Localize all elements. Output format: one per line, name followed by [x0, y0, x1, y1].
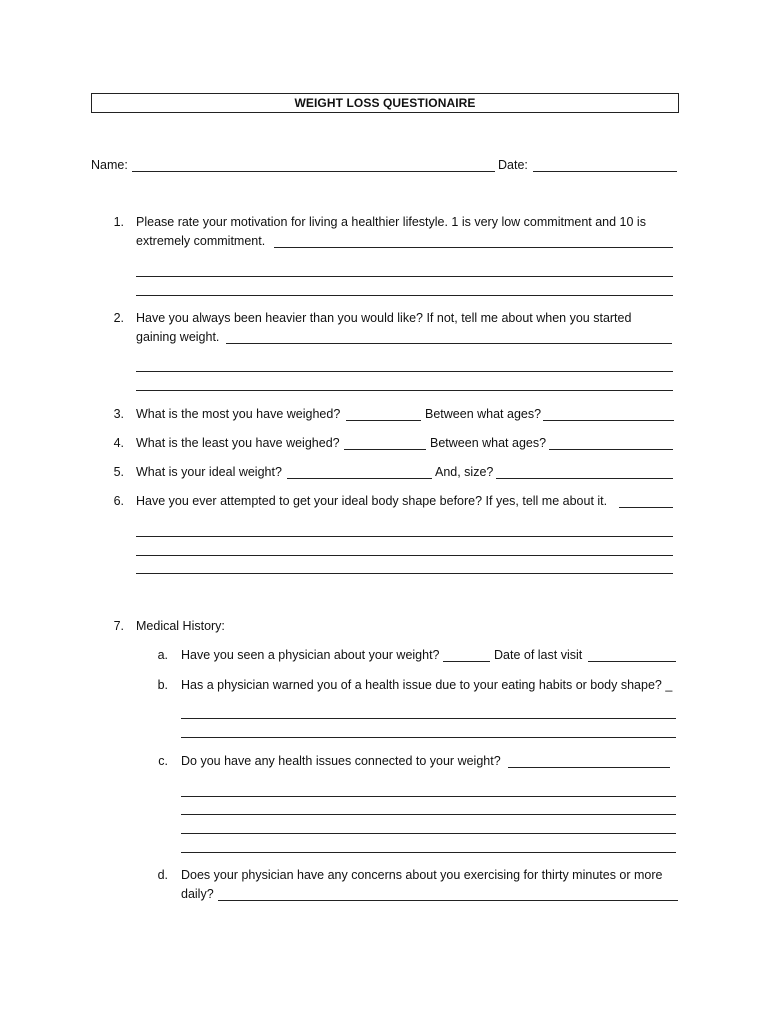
question-5-text: What is your ideal weight? — [136, 465, 282, 479]
question-1-text-cont: extremely commitment. — [136, 234, 266, 248]
answer-line[interactable] — [136, 536, 673, 537]
date-label: Date: — [498, 158, 528, 172]
question-6-text: Have you ever attempted to get your ideal body shape before? If yes, tell me about it. — [136, 494, 608, 508]
answer-line[interactable] — [226, 343, 672, 344]
question-number: 5. — [113, 465, 124, 479]
question-4-text: What is the least you have weighed? — [136, 436, 340, 450]
last-visit-label: Date of last visit — [494, 648, 583, 662]
question-number: 1. — [113, 215, 124, 229]
medical-c-text: Do you have any health issues connected to your weight? — [181, 754, 501, 768]
questionnaire-title: WEIGHT LOSS QUESTIONAIRE — [91, 93, 679, 113]
medical-history-heading: Medical History: — [136, 619, 225, 633]
answer-line[interactable] — [181, 833, 676, 834]
question-number: 3. — [113, 407, 124, 421]
answer-line[interactable] — [274, 247, 673, 248]
question-4-ages-label: Between what ages? — [430, 436, 547, 450]
question-number: 6. — [113, 494, 124, 508]
answer-line[interactable] — [181, 852, 676, 853]
answer-line[interactable] — [619, 507, 673, 508]
medical-a-text: Have you seen a physician about your weight? — [181, 648, 440, 662]
physician-seen-field[interactable] — [443, 661, 490, 662]
question-number: 7. — [113, 619, 124, 633]
most-weight-field[interactable] — [346, 420, 421, 421]
answer-line[interactable] — [218, 900, 678, 901]
answer-line[interactable] — [136, 276, 673, 277]
medical-d-text-cont: daily? — [181, 887, 214, 901]
answer-line[interactable] — [181, 814, 676, 815]
sub-question-letter: d. — [157, 868, 168, 882]
answer-line[interactable] — [181, 796, 676, 797]
most-weight-ages-field[interactable] — [543, 420, 674, 421]
medical-b-text: Has a physician warned you of a health issue due to your eating habits or body shape? _ — [181, 678, 673, 692]
question-1-text: Please rate your motivation for living a healthier lifestyle. 1 is very low commitment and 10 is — [136, 215, 646, 229]
sub-question-letter: c. — [158, 754, 168, 768]
answer-line[interactable] — [136, 573, 673, 574]
name-label: Name: — [91, 158, 128, 172]
last-visit-field[interactable] — [588, 661, 676, 662]
date-field[interactable] — [533, 171, 677, 172]
question-2-text-cont: gaining weight. — [136, 330, 220, 344]
sub-question-letter: b. — [157, 678, 168, 692]
answer-line[interactable] — [508, 767, 670, 768]
answer-line[interactable] — [181, 718, 676, 719]
least-weight-ages-field[interactable] — [549, 449, 673, 450]
question-number: 2. — [113, 311, 124, 325]
answer-line[interactable] — [136, 390, 673, 391]
sub-question-letter: a. — [157, 648, 168, 662]
answer-line[interactable] — [136, 371, 673, 372]
least-weight-field[interactable] — [344, 449, 426, 450]
medical-d-text: Does your physician have any concerns about you exercising for thirty minutes or more — [181, 868, 663, 882]
name-field[interactable] — [132, 171, 495, 172]
question-3-text: What is the most you have weighed? — [136, 407, 341, 421]
question-2-text: Have you always been heavier than you would like? If not, tell me about when you started — [136, 311, 632, 325]
answer-line[interactable] — [136, 555, 673, 556]
question-5-size-label: And, size? — [435, 465, 494, 479]
question-number: 4. — [113, 436, 124, 450]
question-3-ages-label: Between what ages? — [425, 407, 542, 421]
ideal-weight-field[interactable] — [287, 478, 432, 479]
answer-line[interactable] — [181, 737, 676, 738]
answer-line[interactable] — [136, 295, 673, 296]
ideal-size-field[interactable] — [496, 478, 673, 479]
